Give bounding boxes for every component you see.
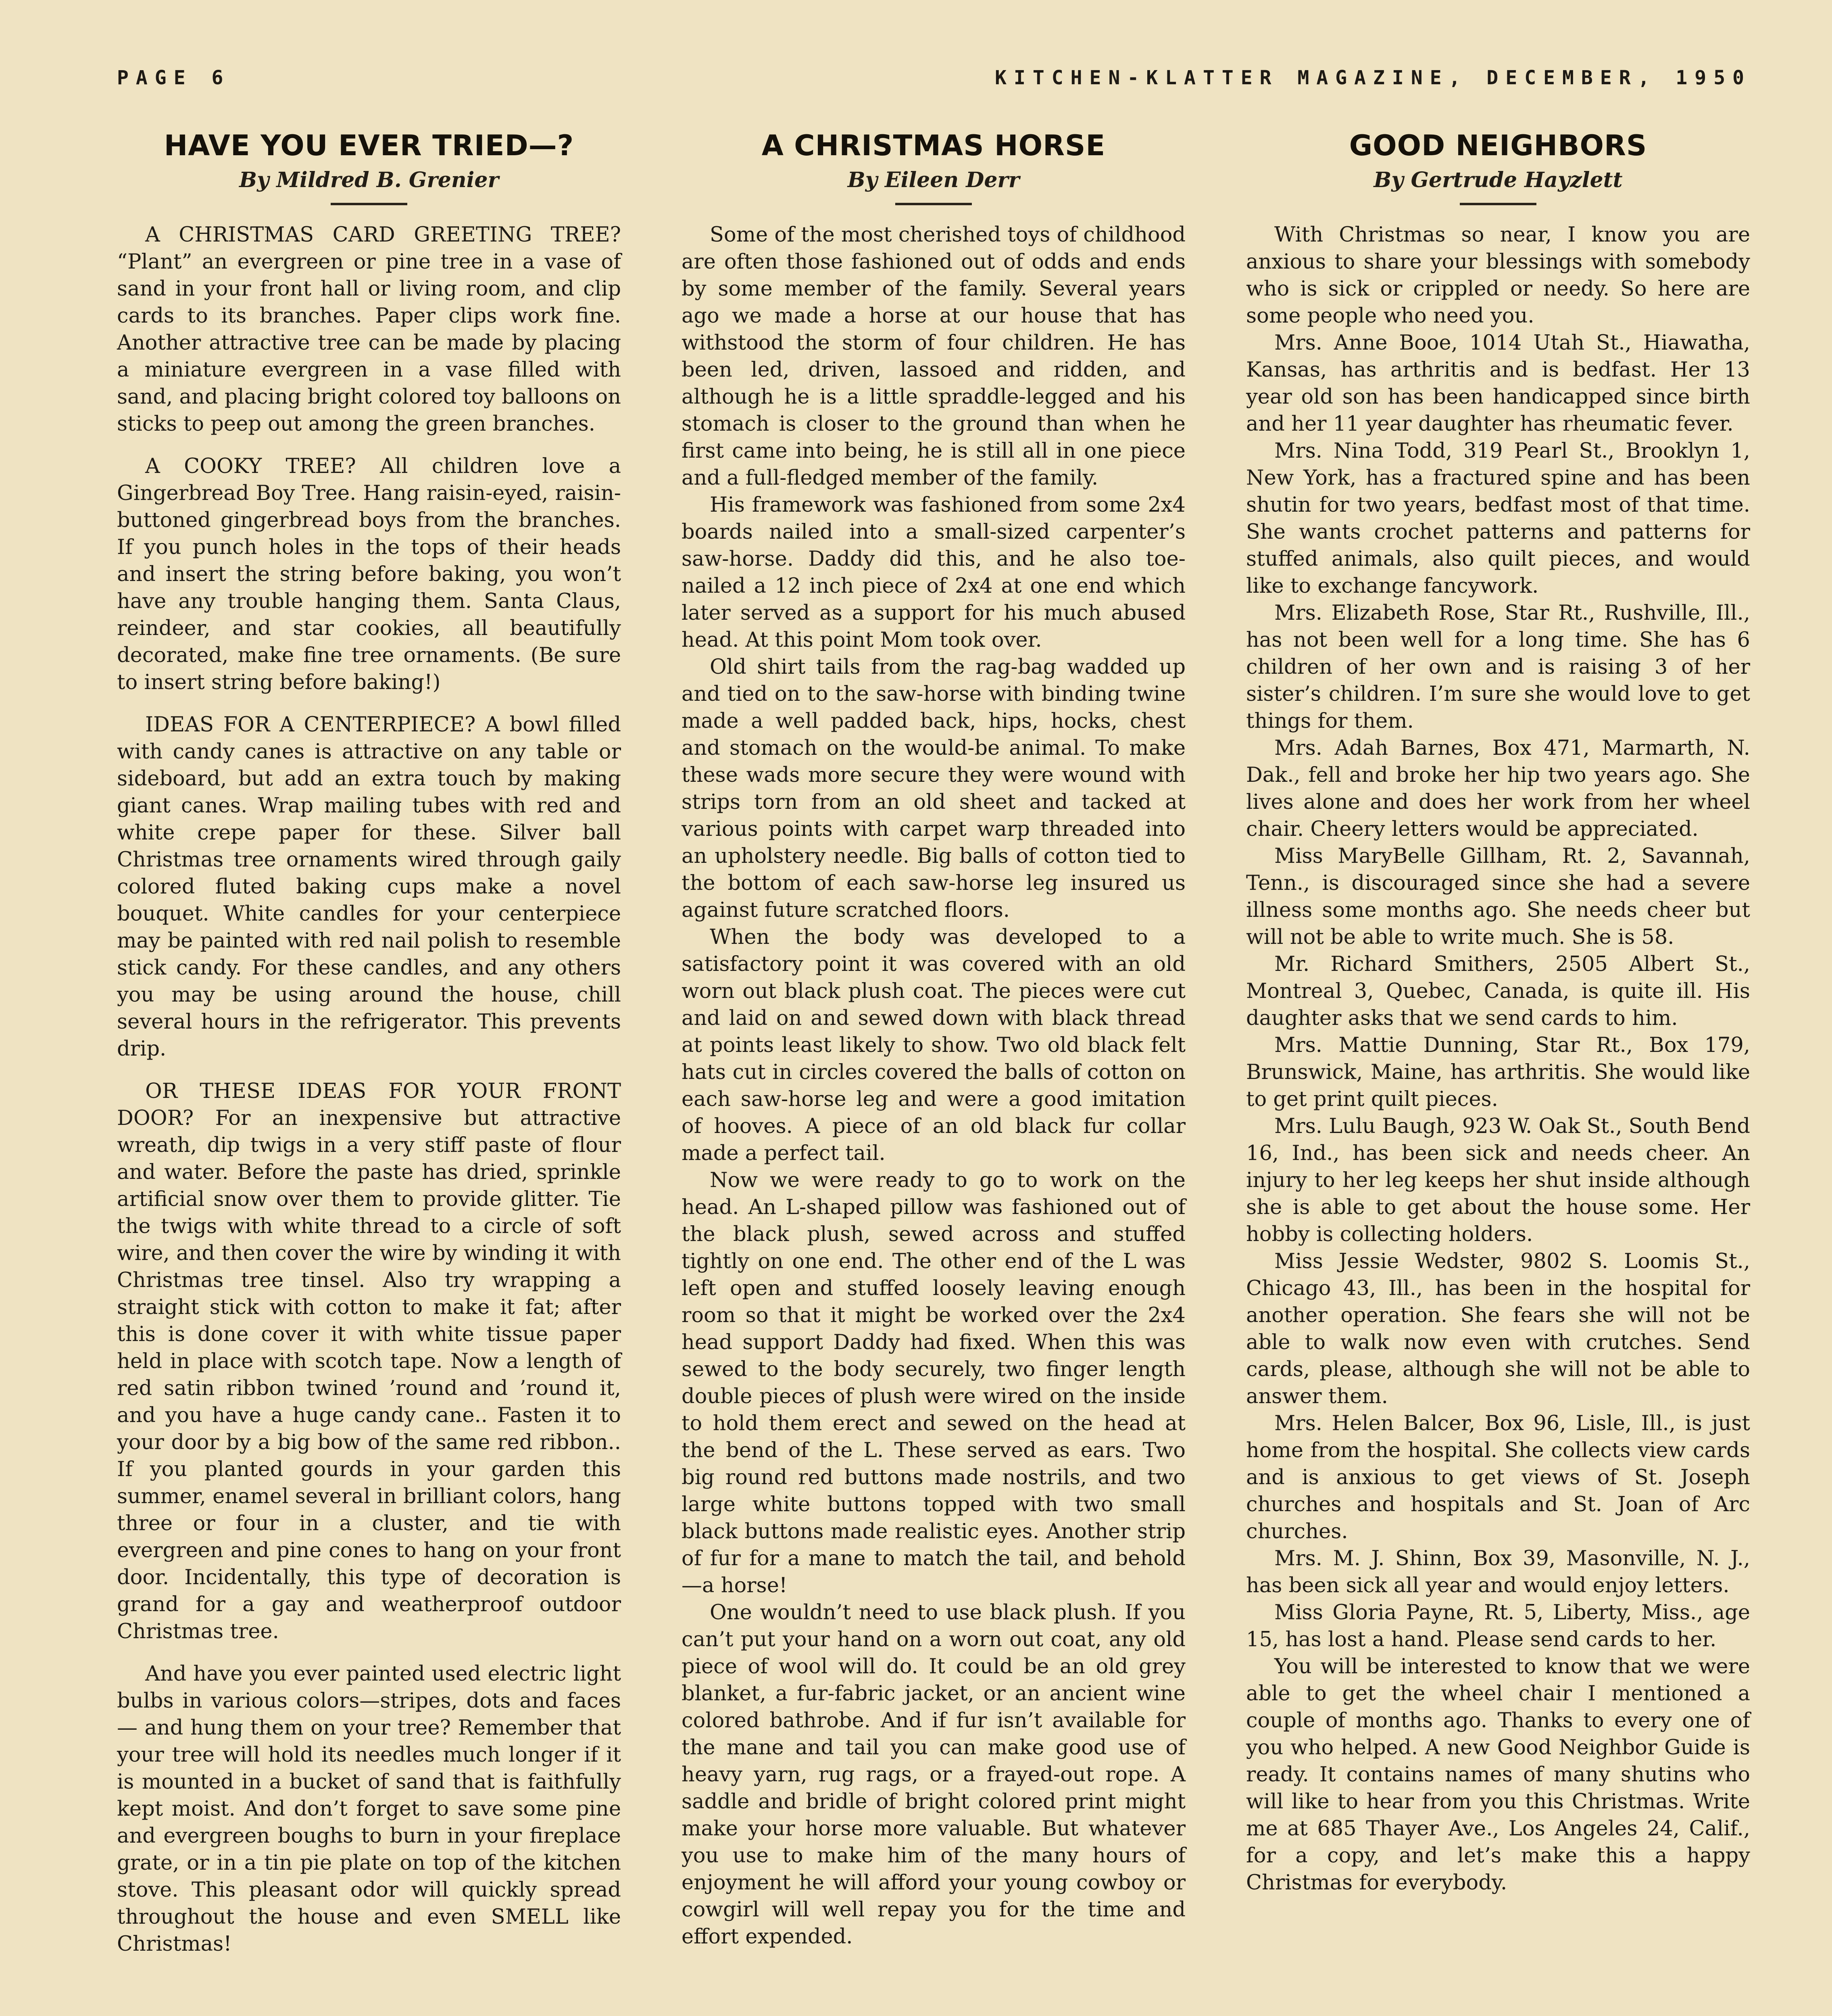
title-rule bbox=[331, 203, 407, 205]
paragraph: Mrs. M. J. Shinn, Box 39, Masonville, N. J., has been sick all year and would enjoy letters. bbox=[1246, 1547, 1750, 1597]
paragraph: Miss Jessie Wedster, 9802 S. Loomis St., Chicago 43, Ill., has been in the hospital for another operation. She fears she will not be able to walk now even with crutches. Send cards, please, although she will not be able to answer them. bbox=[1246, 1250, 1750, 1408]
paragraph: You will be interested to know that we were able to get the wheel chair I mentioned a couple of months ago. Thanks to every one of you who helped. A new Good Neighbor Guide is ready. It contains names of many shutins who will like to hear from you this Christmas. Write me at 685 Thayer Ave., Los Angeles 24, Calif., for a copy, and let’s make this a happy Christmas for everybody. bbox=[1246, 1655, 1750, 1895]
article-columns bbox=[117, 129, 1754, 2016]
paragraph: Old shirt tails from the rag-bag wadded up and tied on to the saw-horse with binding twine made a well padded back, hips, hocks, chest and stomach on the would-be animal. To make these wads more secure they were wound with strips torn from an old sheet and tacked at various points with carpet warp threaded into an upholstery needle. Big balls of cotton tied to the bottom of each saw-horse leg insured us against future scratched floors. bbox=[682, 655, 1186, 922]
article-title: A CHRISTMAS HORSE bbox=[761, 129, 1106, 162]
title-rule bbox=[1460, 203, 1536, 205]
paragraph: Some of the most cherished toys of childhood are often those fashioned out of odds and ends by some member of the family. Several years ago we made a horse at our house that has withstood the storm of four children. He has been led, driven, lassoed and ridden, and although he is a little spraddle-legged and his stomach is closer to the ground than when he first came into being, he is still all in one piece and a full-fledged member of the family. bbox=[682, 223, 1186, 490]
paragraph: A COOKY TREE? All children love a Gingerbread Boy Tree. Hang raisin-eyed, raisin-buttoned gingerbread boys from the branches. If you punch holes in the tops of their heads and insert the string before baking, you won’t have any trouble hanging them. Santa Claus, reindeer, and star cookies, all beautifully decorated, make fine tree ornaments. (Be sure to insert string before baking!) bbox=[117, 454, 621, 694]
paragraph: Mrs. Mattie Dunning, Star Rt., Box 179, Brunswick, Maine, has arthritis. She would like to get print quilt pieces. bbox=[1246, 1033, 1750, 1111]
paragraph: Miss MaryBelle Gillham, Rt. 2, Savannah, Tenn., is discouraged since she had a severe illness some months ago. She needs cheer but will not be able to write much. She is 58. bbox=[1246, 844, 1750, 949]
paragraph: Mrs. Elizabeth Rose, Star Rt., Rushville, Ill., has not been well for a long time. She has 6 children of her own and is raising 3 of her sister’s children. I’m sure she would love to get things for them. bbox=[1246, 601, 1750, 733]
paragraph: Mrs. Anne Booe, 1014 Utah St., Hiawatha, Kansas, has arthritis and is bedfast. Her 13 year old son has been handicapped since birth and her 11 year daughter has rheumatic fever. bbox=[1246, 331, 1750, 436]
title-rule bbox=[895, 203, 972, 205]
article-byline: By Eileen Derr bbox=[847, 168, 1020, 192]
article-body bbox=[117, 221, 621, 1958]
paragraph: Now we were ready to go to work on the head. An L-shaped pillow was fashioned out of the black plush, sewed across and stuffed tightly on one end. The other end of the L was left open and stuffed loosely leaving enough room so that it might be worked over the 2x4 head support Daddy had fixed. When this was sewed to the body securely, two finger length double pieces of plush were wired on the inside to hold them erect and sewed on the head at the bend of the L. These served as ears. Two big round red buttons made nostrils, and two large white buttons topped with two small black buttons made realistic eyes. Another strip of fur for a mane to match the tail, and behold—a horse! bbox=[682, 1168, 1186, 1597]
article-christmas-horse bbox=[682, 129, 1186, 2016]
paragraph: IDEAS FOR A CENTERPIECE? A bowl filled with candy canes is attractive on any table or sideboard, but add an extra touch by making giant canes. Wrap mailing tubes with red and white crepe paper for these. Silver ball Christmas tree ornaments wired through gaily colored fluted baking cups make a novel bouquet. White candles for your centerpiece may be painted with red nail polish to resemble stick candy. For these candles, and any others you may be using around the house, chill several hours in the refrigerator. This prevents drip. bbox=[117, 713, 621, 1061]
article-byline: By Gertrude Hayzlett bbox=[1373, 168, 1623, 192]
article-body bbox=[682, 221, 1186, 1950]
masthead: KITCHEN-KLATTER MAGAZINE, DECEMBER, 1950 bbox=[995, 67, 1751, 89]
article-have-you-ever-tried bbox=[117, 129, 621, 2016]
paragraph: Mr. Richard Smithers, 2505 Albert St., Montreal 3, Quebec, Canada, is quite ill. His daughter asks that we send cards to him. bbox=[1246, 952, 1750, 1030]
article-byline: By Mildred B. Grenier bbox=[239, 168, 499, 192]
paragraph: And have you ever painted used electric light bulbs in various colors—stripes, dots and faces — and hung them on your tree? Remember that your tree will hold its needles much longer if it is mounted in a bucket of sand that is faithfully kept moist. And don’t forget to save some pine and evergreen boughs to burn in your fireplace grate, or in a tin pie plate on top of the kitchen stove. This pleasant odor will quickly spread throughout the house and even SMELL like Christmas! bbox=[117, 1662, 621, 1956]
paragraph: A CHRISTMAS CARD GREETING TREE? “Plant” an evergreen or pine tree in a vase of sand in your front hall or living room, and clip cards to its branches. Paper clips work fine. Another attractive tree can be made by placing a miniature evergreen in a vase filled with sand, and placing bright colored toy balloons on sticks to peep out among the green branches. bbox=[117, 223, 621, 436]
article-title: HAVE YOU EVER TRIED—? bbox=[164, 129, 574, 162]
page-number: PAGE 6 bbox=[117, 67, 231, 89]
paragraph: OR THESE IDEAS FOR YOUR FRONT DOOR? For an inexpensive but attractive wreath, dip twigs in a very stiff paste of flour and water. Before the paste has dried, sprinkle artificial snow over them to provide glitter. Tie the twigs with white thread to a circle of soft wire, and then cover the wire by winding it with Christmas tree tinsel. Also try wrapping a straight stick with cotton to make it fat; after this is done cover it with white tissue paper held in place with scotch tape. Now a length of red satin ribbon twined ’round and ’round it, and you have a huge candy cane.. Fasten it to your door by a big bow of the same red ribbon.. If you planted gourds in your garden this summer, enamel several in brilliant colors, hang three or four in a cluster, and tie with evergreen and pine cones to hang on your front door. Incidentally, this type of decoration is grand for a gay and weatherproof outdoor Christmas tree. bbox=[117, 1079, 621, 1643]
paragraph: Mrs. Adah Barnes, Box 471, Marmarth, N. Dak., fell and broke her hip two years ago. She lives alone and does her work from her wheel chair. Cheery letters would be appreciated. bbox=[1246, 736, 1750, 841]
paragraph: Mrs. Nina Todd, 319 Pearl St., Brooklyn 1, New York, has a fractured spine and has been shutin for two years, bedfast most of that time. She wants crochet patterns and patterns for stuffed animals, also quilt pieces, and would like to exchange fancywork. bbox=[1246, 439, 1750, 598]
paragraph: Mrs. Lulu Baugh, 923 W. Oak St., South Bend 16, Ind., has been sick and needs cheer. An injury to her leg keeps her shut inside although she is able to get about the house some. Her hobby is collecting holders. bbox=[1246, 1114, 1750, 1246]
article-body bbox=[1246, 221, 1750, 1896]
paragraph: His framework was fashioned from some 2x4 boards nailed into a small-sized carpenter’s saw-horse. Daddy did this, and he also toe-nailed a 12 inch piece of 2x4 at one end which later served as a support for his much abused head. At this point Mom took over. bbox=[682, 493, 1186, 652]
paragraph: Mrs. Helen Balcer, Box 96, Lisle, Ill., is just home from the hospital. She collects view cards and is anxious to get views of St. Joseph churches and hospitals and St. Joan of Arc churches. bbox=[1246, 1412, 1750, 1543]
paragraph: When the body was developed to a satisfactory point it was covered with an old worn out black plush coat. The pieces were cut and laid on and sewed down with black thread at points least likely to show. Two old black felt hats cut in circles covered the balls of cotton on each saw-horse leg and were a good imitation of hooves. A piece of an old black fur collar made a perfect tail. bbox=[682, 925, 1186, 1165]
paragraph: With Christmas so near, I know you are anxious to share your blessings with somebody who is sick or crippled or needy. So here are some people who need you. bbox=[1246, 223, 1750, 328]
paragraph: One wouldn’t need to use black plush. If you can’t put your hand on a worn out coat, any old piece of wool will do. It could be an old grey blanket, a fur-fabric jacket, or an ancient wine colored bathrobe. And if fur isn’t available for the mane and tail you can make good use of heavy yarn, rug rags, or a frayed-out rope. A saddle and bridle of bright colored print might make your horse more valuable. But whatever you use to make him of the many hours of enjoyment he will afford your young cowboy or cowgirl will well repay you for the time and effort expended. bbox=[682, 1601, 1186, 1949]
paragraph: Miss Gloria Payne, Rt. 5, Liberty, Miss., age 15, has lost a hand. Please send cards to her. bbox=[1246, 1601, 1750, 1652]
article-title: GOOD NEIGHBORS bbox=[1349, 129, 1647, 162]
running-head bbox=[117, 67, 1751, 89]
article-good-neighbors bbox=[1246, 129, 1750, 2016]
